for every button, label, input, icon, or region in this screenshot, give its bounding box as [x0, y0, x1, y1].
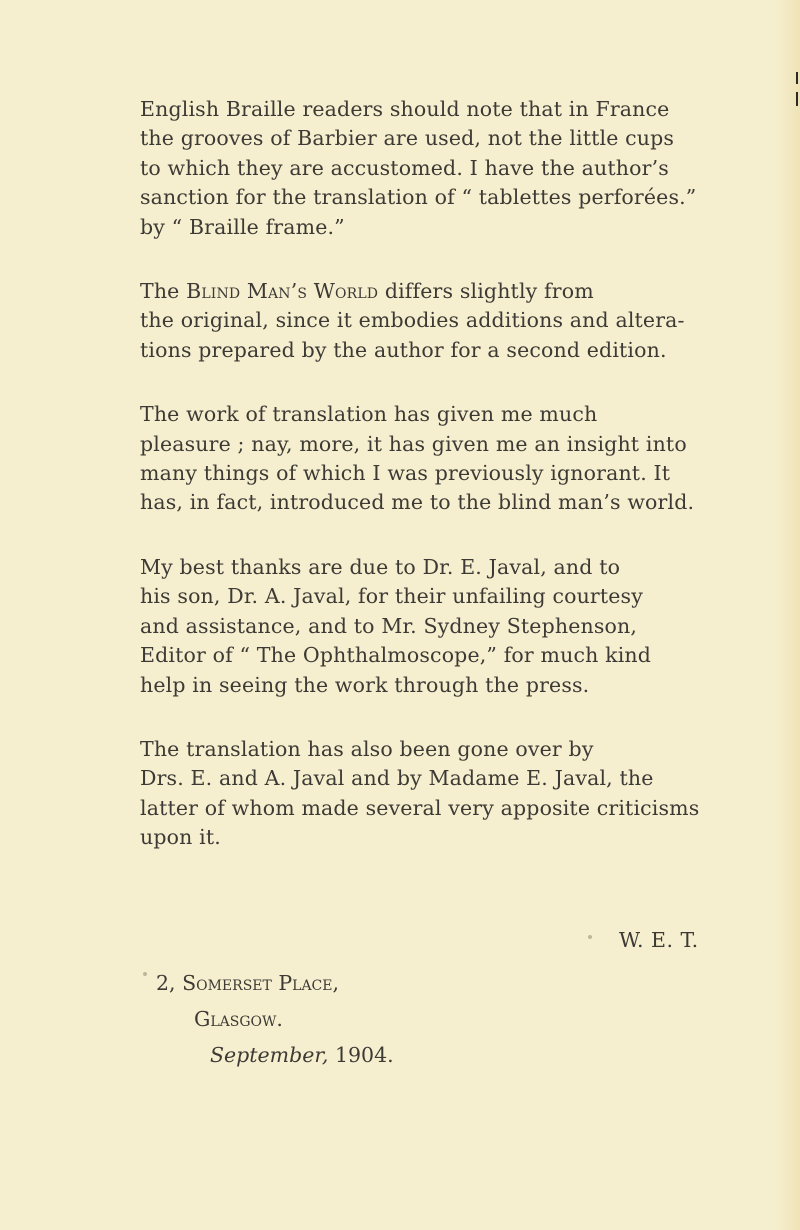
paragraph-review-note [140, 735, 760, 853]
text-line: many things of which I was previously ignorant. It [140, 461, 671, 486]
text-line: the original, since it embodies additions and altera- [140, 308, 685, 333]
edge-mark [796, 92, 798, 106]
text-line: latter of whom made several very apposite criticisms [140, 795, 700, 820]
preface-text [140, 95, 760, 888]
text-line: English Braille readers should note that in France [140, 97, 670, 121]
text-line: Editor of “ The Ophthalmoscope,” for much kind [140, 643, 652, 668]
edge-mark [796, 72, 798, 84]
address-date [156, 1037, 394, 1073]
book-title: Blind Man’s World [186, 279, 379, 304]
paper-speck [143, 972, 147, 976]
signature-initials: W. E. T. [619, 928, 699, 952]
text-line: upon it. [140, 825, 221, 850]
paragraph-translation-pleasure [140, 400, 760, 518]
paper-speck [588, 935, 592, 939]
text-line: tions prepared by the author for a second edition. [140, 337, 667, 362]
paragraph-edition-note [140, 277, 760, 365]
paragraph-braille-note [140, 95, 760, 242]
address-block [156, 965, 394, 1073]
address-street: 2, Somerset Place, [156, 971, 340, 995]
page-edge-shade [774, 0, 800, 1230]
text-line: by “ Braille frame.” [140, 214, 345, 239]
date-month: September, [210, 1043, 329, 1067]
text-line: the grooves of Barbier are used, not the little cups [140, 126, 675, 151]
text-line: and assistance, and to Mr. Sydney Stephenson, [140, 613, 638, 638]
text-line: his son, Dr. A. Javal, for their unfailing courtesy [140, 584, 643, 609]
address-city: Glasgow. [194, 1007, 283, 1031]
text-line: Drs. E. and A. Javal and by Madame E. Javal, the [140, 766, 654, 791]
paragraph-thanks [140, 553, 760, 700]
text-line: The translation has also been gone over by [140, 736, 594, 761]
text-line: to which they are accustomed. I have the author’s [140, 155, 669, 180]
date-year: 1904. [328, 1043, 394, 1067]
text-line-with-title: The Blind Man’s World differs slightly from [140, 279, 594, 304]
text-line: help in seeing the work through the press. [140, 672, 590, 697]
text-line: My best thanks are due to Dr. E. Javal, and to [140, 554, 621, 579]
text-line: pleasure ; nay, more, it has given me an insight into [140, 431, 687, 456]
text-line: has, in fact, introduced me to the blind man’s world. [140, 490, 695, 515]
text-line: The work of translation has given me much [140, 402, 598, 427]
text-line: sanction for the translation of “ tablettes perforées.” [140, 185, 697, 210]
